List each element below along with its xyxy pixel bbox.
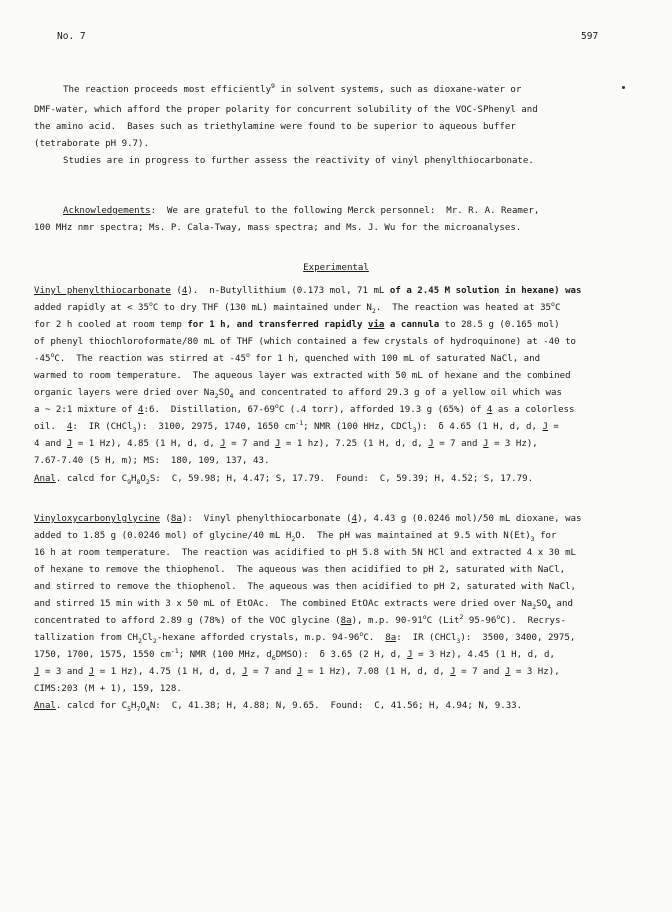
exp1-line1: Vinyl phenylthiocarbonate (4). n-Butyllithium (0.173 mol, 71 mL of a 2.45 M solution in hexane) was [34,286,582,296]
exp2-line4: of hexane to remove the thiophenol. The aqueous was then acidified to pH 2, saturated with NaCl, [34,565,566,575]
para1-line1: The reaction proceeds most efficiently$^9$ in solvent systems, such as dioxane-water or [63,81,522,95]
para1-line3: the amino acid. Bases such as triethylamine were found to be superior to aqueous buffer [34,122,516,132]
exp1-line6: warmed to room temperature. The aqueous layer was extracted with 50 mL of hexane and the combined [34,371,571,381]
exp2-line10: J = 3 and J = 1 Hz), 4.75 (1 H, d, d, J = 7 and J = 1 Hz), 7.08 (1 H, d, d, J = 7 and J = 3 Hz), [34,667,560,677]
exp1-line10: 4 and J = 1 Hz), 4.85 (1 H, d, d, J = 7 and J = 1 hz), 7.25 (1 H, d, d, J = 7 and J = 3 Hz), [34,439,538,449]
experimental-heading: Experimental [303,263,369,273]
page-number: 597 [581,31,599,42]
exp2-line7: concentrated to afford 2.89 g (78%) of the VOC glycine (8a), m.p. 90-91$^o$C (Lit$^2$ 95-96$^o$C). Recrys- [34,612,566,626]
exp2-line6: and stirred 15 min with 3 x 50 mL of EtOAc. The combined EtOAc extracts were dried over $Na_2SO_4$ and [34,599,573,611]
exp2-line8: tallization from $CH_2Cl_2$-hexane afforded crystals, m.p. 94-96$^o$C. 8a: IR (CHCl$_3$): 3500, 3400, 2975, [34,629,576,645]
exp2-line9: 1750, 1700, 1575, 1550 $cm^{-1}$; NMR (100 MHz, $d_6DMSO$): δ 3.65 (2 H, d, J = 3 Hz), 4.45 (1 H, d, d, [34,646,555,662]
exp2-line1: Vinyloxycarbonylglycine (8a): Vinyl phenylthiocarbonate (4), 4.43 g (0.0246 mol)/50 mL dioxane, was [34,514,582,524]
journal-number: No. 7 [57,31,86,42]
exp1-line2: added rapidly at < $35^oC$ to dry THF (130 mL) maintained under $N_2$. The reaction was heated at 35$^o$C [34,299,561,315]
exp2-line11: CIMS:203 (M + 1), 159, 128. [34,684,182,694]
exp2-line2: added to 1.85 g (0.0246 mol) of glycine/40 mL $H_2O$. The pH was maintained at 9.5 with $N(Et)_3$ for [34,531,557,543]
exp1-line8: a ~ 2:1 mixture of 4:6. Distillation, 67-69$^o$C (.4 torr), afforded 19.3 g (65%) of 4 as a colorless [34,401,575,415]
exp1-line5: -45$^o$C. The reaction was stirred at -45$^o$ for 1 h, quenched with 100 mL of saturated NaCl, and [34,350,541,364]
para1-line4: (tetraborate pH 9.7). [34,139,149,149]
exp1-line7: organic layers were dried over $Na_2SO_4$ and concentrated to afford 29.3 g of a yellow oil which was [34,388,562,400]
exp2-line5: and stirred to remove the thiophenol. The aqueous was then acidified to pH 2, saturated with NaCl, [34,582,577,592]
stray-mark [622,86,625,89]
ack-line1: Acknowledgements: We are grateful to the following Merck personnel: Mr. R. A. Reamer, [63,206,540,216]
ack-line2: 100 MHz nmr spectra; Ms. P. Cala-Tway, mass spectra; and Ms. J. Wu for the microanalyses. [34,223,522,233]
exp2-anal: Anal. calcd for $C_5H_7O_4N$: C, 41.38; H, 4.88; N, 9.65. Found: C, 41.56; H, 4.94; N, 9.33. [34,701,523,713]
exp2-line3: 16 h at room temperature. The reaction was acidified to pH 5.8 with 5N HCl and extracted 4 x 30 mL [34,548,577,558]
exp1-line4: of phenyl thiochloroformate/80 mL of THF (which contained a few crystals of hydroquinone) at -40 to [34,337,577,347]
para2-line1: Studies are in progress to further assess the reactivity of vinyl phenylthiocarbonate. [63,156,534,166]
exp1-anal: Anal. calcd for $C_9H_8O_2S$: C, 59.98; H, 4.47; S, 17.79. Found: C, 59.39; H, 4.52; S, 17.79. [34,474,534,486]
para1-line2: DMF-water, which afford the proper polarity for concurrent solubility of the VOC-SPhenyl and [34,105,538,115]
exp1-line3: for 2 h cooled at room temp for 1 h, and transferred rapidly via a cannula to 28.5 g (0.165 mol) [34,320,560,330]
exp1-line9: oil. 4: IR (CHCl$_3$): 3100, 2975, 1740, 1650 $cm^{-1}$; NMR (100 HHz, CDCl$_3$): δ 4.65 (1 H, d, d, J = [34,418,559,434]
exp1-line11: 7.67-7.40 (5 H, m); MS: 180, 109, 137, 43. [34,456,270,466]
